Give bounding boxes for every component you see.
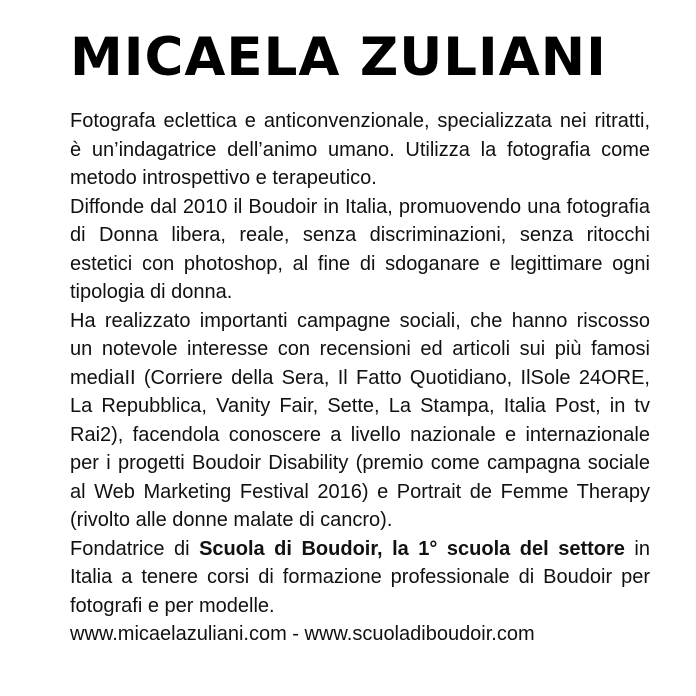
bio-paragraph-boudoir: Diffonde dal 2010 il Boudoir in Italia, promuovendo una fotografia di Donna libera, reale, senza discriminazioni, senza ritocchi estetici con photoshop, al fine di sdoganare e legittimare ogni tipologia di donna. [70,195,650,303]
link-separator: - [286,623,305,645]
website-links [70,620,650,649]
website-link-scuoladiboudoir[interactable]: www.scuoladiboudoir.com [304,623,535,645]
bio-paragraph-founder [70,535,650,621]
website-link-micaelazuliani[interactable]: www.micaelazuliani.com [70,623,287,645]
bio-paragraph-campaigns: Ha realizzato importanti campagne sociali, che hanno riscosso un notevole interesse con recensioni ed articoli sui più famosi mediaII (Corriere della Sera, Il Fatto Quotidiano, IlSole 24ORE, La Repubblica, Vanity Fair, Sette, La Stampa, Italia Post, in tv Rai2), facendola conoscere a livello nazionale e internazionale per i progetti Boudoir Disability (premio come campagna sociale al Web Marketing Festival 2016) e Portrait de Femme Therapy (rivolto alle donne malate di cancro). [70,309,650,531]
founder-suffix: in Italia a tenere corsi di formazione professionale di Boudoir per fotografi e per modelle. [70,537,650,617]
founder-prefix: Fondatrice di [70,537,200,560]
bio-content [70,107,650,649]
page-title: MICAELA ZULIANI [70,27,607,88]
founder-school-highlight: Scuola di Boudoir, la 1° scuola del settore [199,537,625,560]
bio-paragraph-intro: Fotografa eclettica e anticonvenzionale, specializzata nei ritratti, è un’indagatrice dell’animo umano. Utilizza la fotografia come metodo introspettivo e terapeutico. [70,110,650,189]
